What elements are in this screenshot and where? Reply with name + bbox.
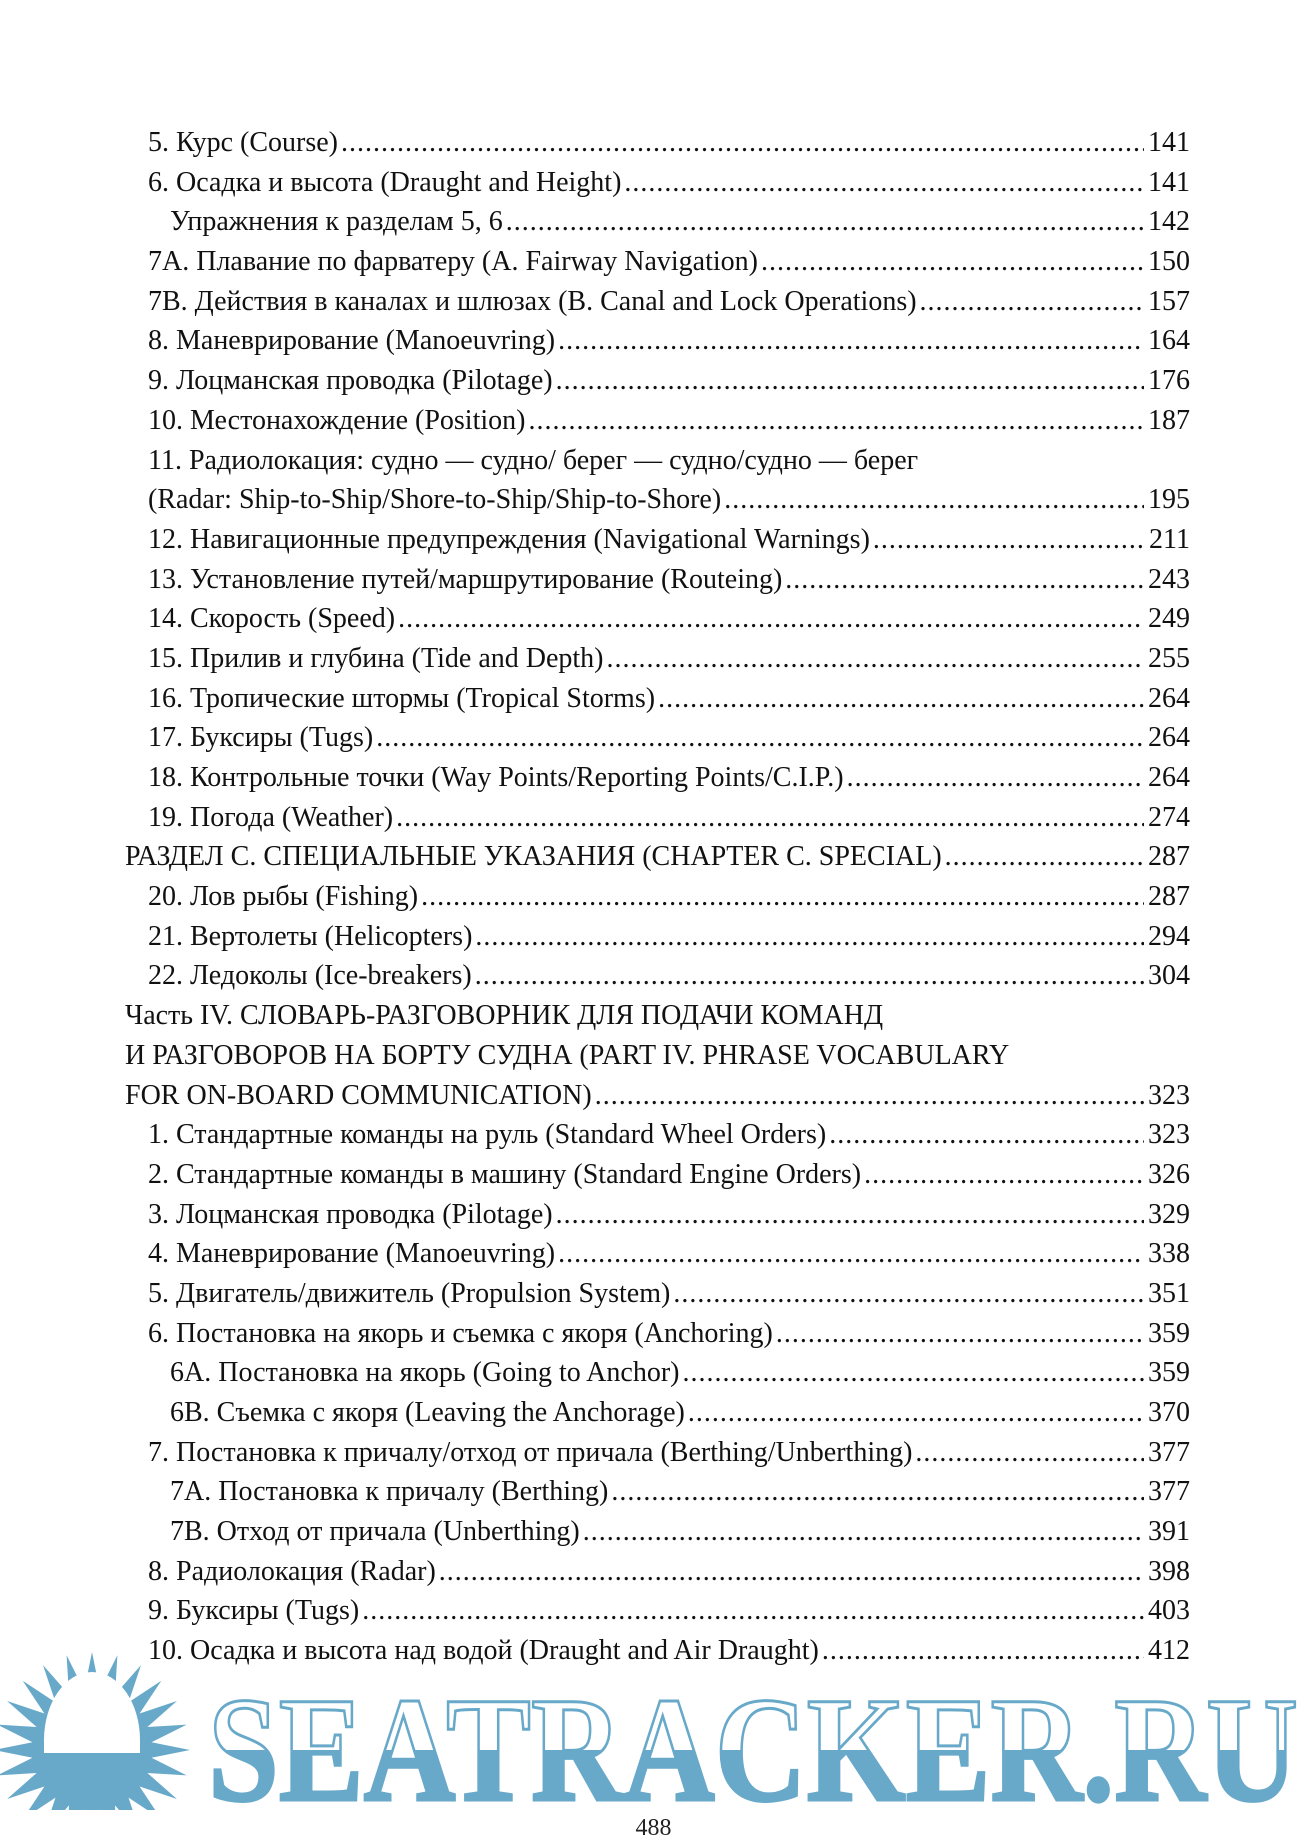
toc-entry-page: 211 [1149, 523, 1190, 555]
toc-entry-line [0, 1036, 1307, 1076]
toc-entry-line [0, 1234, 1307, 1274]
toc-entry-title: 6А. Постановка на якорь (Going to Anchor) [170, 1357, 680, 1389]
toc-entry-line [0, 718, 1307, 758]
toc-entry[interactable] [0, 599, 1307, 639]
toc-entry-title: 8. Маневрирование (Manoeuvring) [148, 325, 556, 357]
toc-entry[interactable] [0, 917, 1307, 957]
dot-leader [558, 321, 1144, 361]
toc-entry-line [0, 1155, 1307, 1195]
toc-entry-title: 5. Курс (Course) [148, 127, 338, 158]
toc-entry[interactable] [0, 1393, 1307, 1433]
toc-entry-page: 398 [1148, 1555, 1190, 1587]
dot-leader [873, 520, 1145, 560]
toc-entry-page: 187 [1148, 404, 1190, 436]
toc-entry-page: 141 [1148, 166, 1190, 198]
toc-entry[interactable] [0, 758, 1307, 798]
toc-entry-line [0, 1314, 1307, 1354]
toc-entry-title: 7А. Постановка к причалу (Berthing) [170, 1476, 609, 1508]
toc-entry[interactable] [0, 202, 1307, 242]
toc-entry-line [0, 917, 1307, 957]
dot-leader [556, 361, 1144, 401]
dot-leader [475, 956, 1144, 996]
toc-entry-title: 7В. Отход от причала (Unberthing) [170, 1516, 580, 1548]
toc-entry-line [0, 401, 1307, 441]
toc-entry-line [0, 1393, 1307, 1433]
dot-leader [611, 1472, 1144, 1512]
toc-entry-title: 15. Прилив и глубина (Tide and Depth) [148, 642, 604, 674]
dot-leader [341, 123, 1144, 163]
toc-entry-title: 2. Стандартные команды в машину (Standard Engine Orders) [148, 1158, 862, 1190]
toc-entry[interactable] [0, 163, 1307, 203]
toc-entry-line [0, 242, 1307, 282]
toc-entry-line [0, 599, 1307, 639]
toc-entry-page: 294 [1148, 920, 1190, 952]
toc-entry[interactable] [0, 798, 1307, 838]
toc-entry-page: 141 [1148, 127, 1190, 158]
toc-entry-title: 6В. Съемка с якоря (Leaving the Anchorage) [170, 1397, 685, 1428]
toc-entry-title: 17. Буксиры (Tugs) [148, 722, 374, 754]
dot-leader [396, 798, 1144, 838]
dot-leader [682, 1353, 1144, 1393]
toc-entry-page: 326 [1148, 1158, 1190, 1190]
dot-leader [583, 1512, 1144, 1552]
toc-entry[interactable] [0, 401, 1307, 441]
toc-entry-page: 150 [1148, 246, 1190, 278]
toc-entry-page: 412 [1148, 1635, 1190, 1667]
toc-entry-line [0, 520, 1307, 560]
dot-leader [362, 1591, 1144, 1631]
toc-entry-title: 6. Осадка и высота (Draught and Height) [148, 166, 622, 198]
dot-leader [724, 480, 1144, 520]
toc-entry-line [0, 441, 1307, 481]
toc-entry-title: 4. Маневрирование (Manoeuvring) [148, 1238, 556, 1270]
toc-entry-line [0, 996, 1307, 1036]
toc-entry-line [0, 1076, 1307, 1116]
toc-entry-title: 7В. Действия в каналах и шлюзах (B. Canal and Lock Operations) [148, 285, 917, 317]
toc-entry-line [0, 758, 1307, 798]
dot-leader [785, 560, 1144, 600]
dot-leader [945, 837, 1144, 877]
toc-entry-title: 11. Радиолокация: судно — судно/ берег — судно/судно — берег [148, 444, 919, 476]
dot-leader [864, 1155, 1144, 1195]
toc-entry-title: (Radar: Ship-to-Ship/Shore-to-Ship/Ship-to-Shore) [148, 484, 722, 516]
toc-entry-page: 391 [1148, 1516, 1190, 1548]
toc-entry-title: 8. Радиолокация (Radar) [148, 1555, 436, 1587]
toc-entry-line [0, 480, 1307, 520]
toc-entry[interactable] [0, 361, 1307, 401]
toc-entry-line [0, 1195, 1307, 1235]
toc-entry[interactable] [0, 1274, 1307, 1314]
toc-entry-page: 243 [1148, 563, 1190, 595]
toc-entry-page: 264 [1148, 722, 1190, 754]
toc-entry-line [0, 1274, 1307, 1314]
toc-entry-title: 14. Скорость (Speed) [148, 603, 396, 635]
toc-entry-line [0, 361, 1307, 401]
toc-entry-line [0, 1512, 1307, 1552]
toc-entry-page: 351 [1148, 1277, 1190, 1309]
toc-entry-line [0, 1472, 1307, 1512]
dot-leader [376, 718, 1144, 758]
toc-entry-page: 164 [1148, 325, 1190, 357]
toc-entry-page: 304 [1148, 960, 1190, 992]
toc-entry[interactable] [0, 1512, 1307, 1552]
table-of-contents [0, 123, 1307, 1671]
toc-entry-title: 7. Постановка к причалу/отход от причала (Berthing/Unberthing) [148, 1436, 913, 1468]
toc-entry[interactable] [0, 1234, 1307, 1274]
toc-entry-title: 20. Лов рыбы (Fishing) [148, 881, 419, 913]
toc-entry-title: 7А. Плавание по фарватеру (A. Fairway Navigation) [148, 246, 758, 278]
dot-leader [847, 758, 1144, 798]
toc-entry[interactable] [0, 123, 1307, 163]
dot-leader [915, 1433, 1144, 1473]
toc-entry-page: 377 [1148, 1436, 1190, 1468]
dot-leader [398, 599, 1144, 639]
toc-entry[interactable] [0, 718, 1307, 758]
toc-entry-title: 6. Постановка на якорь и съемка с якоря (Anchoring) [148, 1317, 773, 1349]
toc-entry[interactable] [0, 956, 1307, 996]
toc-entry-page: 264 [1148, 762, 1190, 793]
dot-leader [761, 242, 1144, 282]
toc-entry-page: 274 [1148, 801, 1190, 833]
toc-entry-page: 249 [1148, 603, 1190, 635]
toc-entry-line [0, 282, 1307, 322]
toc-entry-page: 287 [1148, 881, 1190, 913]
dot-leader [607, 639, 1144, 679]
dot-leader [829, 1115, 1144, 1155]
toc-entry-title: РАЗДЕЛ С. СПЕЦИАЛЬНЫЕ УКАЗАНИЯ (CHAPTER C. SPECIAL) [125, 841, 942, 873]
toc-entry-title: Упражнения к разделам 5, 6 [170, 206, 503, 238]
toc-entry-title: 13. Установление путей/маршрутирование (Routeing) [148, 563, 783, 595]
toc-entry-title: FOR ON-BOARD COMMUNICATION) [125, 1079, 592, 1111]
toc-entry-page: 377 [1148, 1476, 1190, 1508]
watermark-logo [0, 1650, 1307, 1810]
dot-leader [528, 401, 1144, 441]
toc-entry[interactable] [0, 520, 1307, 560]
dot-leader [673, 1274, 1144, 1314]
toc-entry[interactable] [0, 1353, 1307, 1393]
toc-entry-title: 10. Местонахождение (Position) [148, 404, 526, 436]
toc-entry[interactable] [0, 321, 1307, 361]
toc-entry-page: 264 [1148, 682, 1190, 714]
toc-entry[interactable] [0, 1591, 1307, 1631]
page-number: 488 [635, 1815, 672, 1841]
toc-entry[interactable] [0, 877, 1307, 917]
dot-leader [776, 1314, 1144, 1354]
dot-leader [595, 1076, 1144, 1116]
toc-entry[interactable] [0, 679, 1307, 719]
dot-leader [556, 1195, 1144, 1235]
dot-leader [475, 917, 1144, 957]
toc-entry-page: 323 [1148, 1079, 1190, 1111]
toc-entry[interactable] [0, 1552, 1307, 1592]
toc-entry-line [0, 1353, 1307, 1393]
toc-entry-line [0, 956, 1307, 996]
toc-entry[interactable] [0, 1115, 1307, 1155]
toc-entry[interactable] [0, 1472, 1307, 1512]
dot-leader [920, 282, 1144, 322]
toc-entry-line [0, 1115, 1307, 1155]
toc-entry-page: 359 [1148, 1357, 1190, 1389]
dot-leader [439, 1552, 1144, 1592]
toc-entry-title: Часть IV. СЛОВАРЬ-РАЗГОВОРНИК ДЛЯ ПОДАЧИ КОМАНД [125, 1000, 884, 1032]
toc-entry-page: 329 [1148, 1198, 1190, 1230]
toc-entry[interactable] [0, 1155, 1307, 1195]
toc-entry-title: 12. Навигационные предупреждения (Navigational Warnings) [148, 523, 870, 555]
toc-entry-title: 10. Осадка и высота над водой (Draught and Air Draught) [148, 1635, 819, 1667]
toc-entry-line [0, 163, 1307, 203]
toc-entry[interactable] [0, 560, 1307, 600]
toc-entry-title: 18. Контрольные точки (Way Points/Reporting Points/C.I.P.) [148, 762, 844, 793]
dot-leader [421, 877, 1144, 917]
dot-leader [624, 163, 1144, 203]
toc-entry-title: 3. Лоцманская проводка (Pilotage) [148, 1198, 553, 1230]
toc-entry-page: 323 [1148, 1119, 1190, 1151]
toc-entry-page: 403 [1148, 1595, 1190, 1627]
toc-entry-page: 195 [1148, 484, 1190, 516]
toc-entry-line [0, 798, 1307, 838]
dot-leader [658, 679, 1144, 719]
toc-entry-line [0, 877, 1307, 917]
toc-entry[interactable] [0, 996, 1307, 1115]
toc-entry[interactable] [0, 242, 1307, 282]
toc-entry-page: 338 [1148, 1238, 1190, 1270]
toc-entry-title: 16. Тропические штормы (Tropical Storms) [148, 682, 656, 714]
toc-entry-line [0, 639, 1307, 679]
toc-entry-title: 22. Ледоколы (Ice-breakers) [148, 960, 472, 992]
toc-entry-title: 5. Двигатель/движитель (Propulsion System) [148, 1277, 671, 1309]
toc-entry-line [0, 1552, 1307, 1592]
toc-entry[interactable] [0, 1433, 1307, 1473]
toc-entry-title: И РАЗГОВОРОВ НА БОРТУ СУДНА (PART IV. PHRASE VOCABULARY [125, 1039, 1010, 1071]
toc-entry-line [0, 321, 1307, 361]
toc-entry-title: 9. Буксиры (Tugs) [148, 1595, 360, 1627]
dot-leader [688, 1393, 1144, 1433]
toc-entry[interactable] [0, 1195, 1307, 1235]
toc-entry[interactable] [0, 282, 1307, 322]
toc-entry[interactable] [0, 1314, 1307, 1354]
toc-entry-title: 1. Стандартные команды на руль (Standard Wheel Orders) [148, 1119, 827, 1151]
toc-entry-page: 142 [1148, 206, 1190, 238]
toc-entry-line [0, 560, 1307, 600]
dot-leader [506, 202, 1144, 242]
toc-entry-line [0, 679, 1307, 719]
watermark-text: SEATRACKER.RU [208, 1667, 1298, 1810]
toc-entry-line [0, 1433, 1307, 1473]
toc-entry-line [0, 202, 1307, 242]
toc-entry-page: 176 [1148, 365, 1190, 397]
toc-entry-title: 21. Вертолеты (Helicopters) [148, 920, 473, 952]
toc-entry-line [0, 123, 1307, 163]
toc-entry-title: 19. Погода (Weather) [148, 801, 394, 833]
sun-icon [0, 1652, 190, 1810]
toc-entry[interactable] [0, 639, 1307, 679]
toc-entry-line [0, 1591, 1307, 1631]
toc-entry-page: 255 [1148, 642, 1190, 674]
toc-entry-page: 370 [1148, 1397, 1190, 1428]
toc-entry-page: 157 [1148, 285, 1190, 317]
toc-entry-line [0, 837, 1307, 877]
toc-entry-page: 287 [1148, 841, 1190, 873]
toc-entry[interactable] [0, 837, 1307, 877]
toc-entry[interactable] [0, 441, 1307, 520]
toc-entry-page: 359 [1148, 1317, 1190, 1349]
toc-entry-title: 9. Лоцманская проводка (Pilotage) [148, 365, 553, 397]
dot-leader [558, 1234, 1144, 1274]
